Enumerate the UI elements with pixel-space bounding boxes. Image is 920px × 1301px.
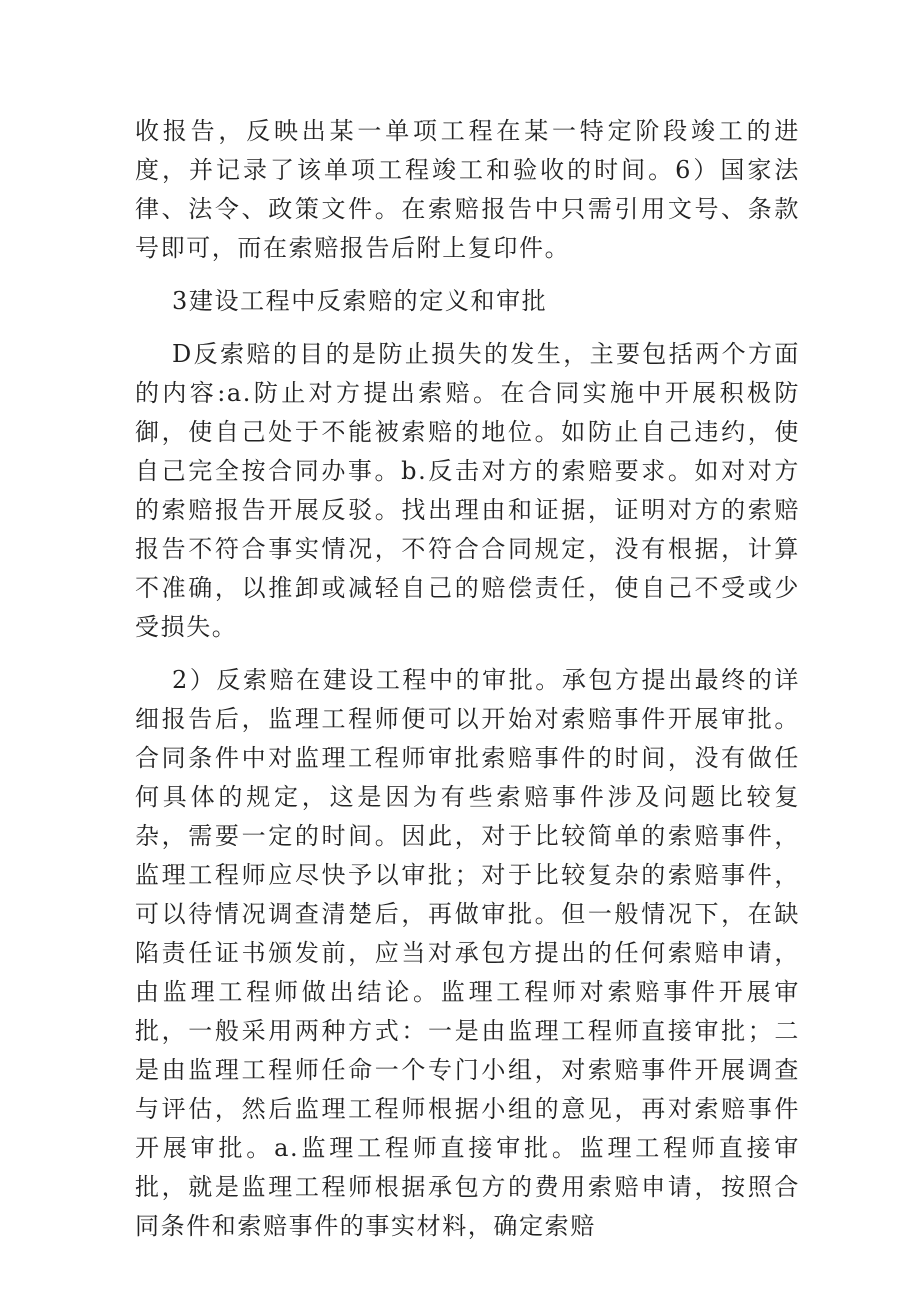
paragraph-counter-claim-approval: 2）反索赔在建设工程中的审批。承包方提出最终的详细报告后，监理工程师便可以开始对索赔事件开展审批。合同条件中对监理工程师审批索赔事件的时间，没有做任何具体的规定，这是因为有些索赔事件涉及问题比较复杂，需要一定的时间。因此，对于比较简单的索赔事件，监理工程师应尽快予以审批；对于比较复杂的索赔事件，可以待情况调查清楚后，再做审批。但一般情况下，在缺陷责任证书颁发前，应当对承包方提出的任何索赔申请，由监理工程师做出结论。监理工程师对索赔事件开展审批，一般采用两种方式：一是由监理工程师直接审批；二是由监理工程师任命一个专门小组，对索赔事件开展调查与评估，然后监理工程师根据小组的意见，再对索赔事件开展审批。a.监理工程师直接审批。监理工程师直接审批，就是监理工程师根据承包方的费用索赔申请，按照合同条件和索赔事件的事实材料，确定索赔 bbox=[135, 666, 800, 1240]
paragraph-counter-claim-purpose: D反索赔的目的是防止损失的发生，主要包括两个方面的内容:a.防止对方提出索赔。在合同实施中开展积极防御，使自己处于不能被索赔的地位。如防止自己违约，使自己完全按合同办事。b.反击对方的索赔要求。如对对方的索赔报告开展反驳。找出理由和证据，证明对方的索赔报告不符合事实情况，不符合合同规定，没有根据，计算不准确，以推卸或减轻自己的赔偿责任，使自己不受或少受损失。 bbox=[135, 340, 800, 641]
document-body bbox=[135, 112, 800, 1260]
section-heading: 3建设工程中反索赔的定义和审批 bbox=[172, 287, 548, 315]
paragraph-continuation: 收报告，反映出某一单项工程在某一特定阶段竣工的进度，并记录了该单项工程竣工和验收的时间。6）国家法律、法令、政策文件。在索赔报告中只需引用文号、条款号即可，而在索赔报告后附上复印件。 bbox=[135, 117, 800, 262]
